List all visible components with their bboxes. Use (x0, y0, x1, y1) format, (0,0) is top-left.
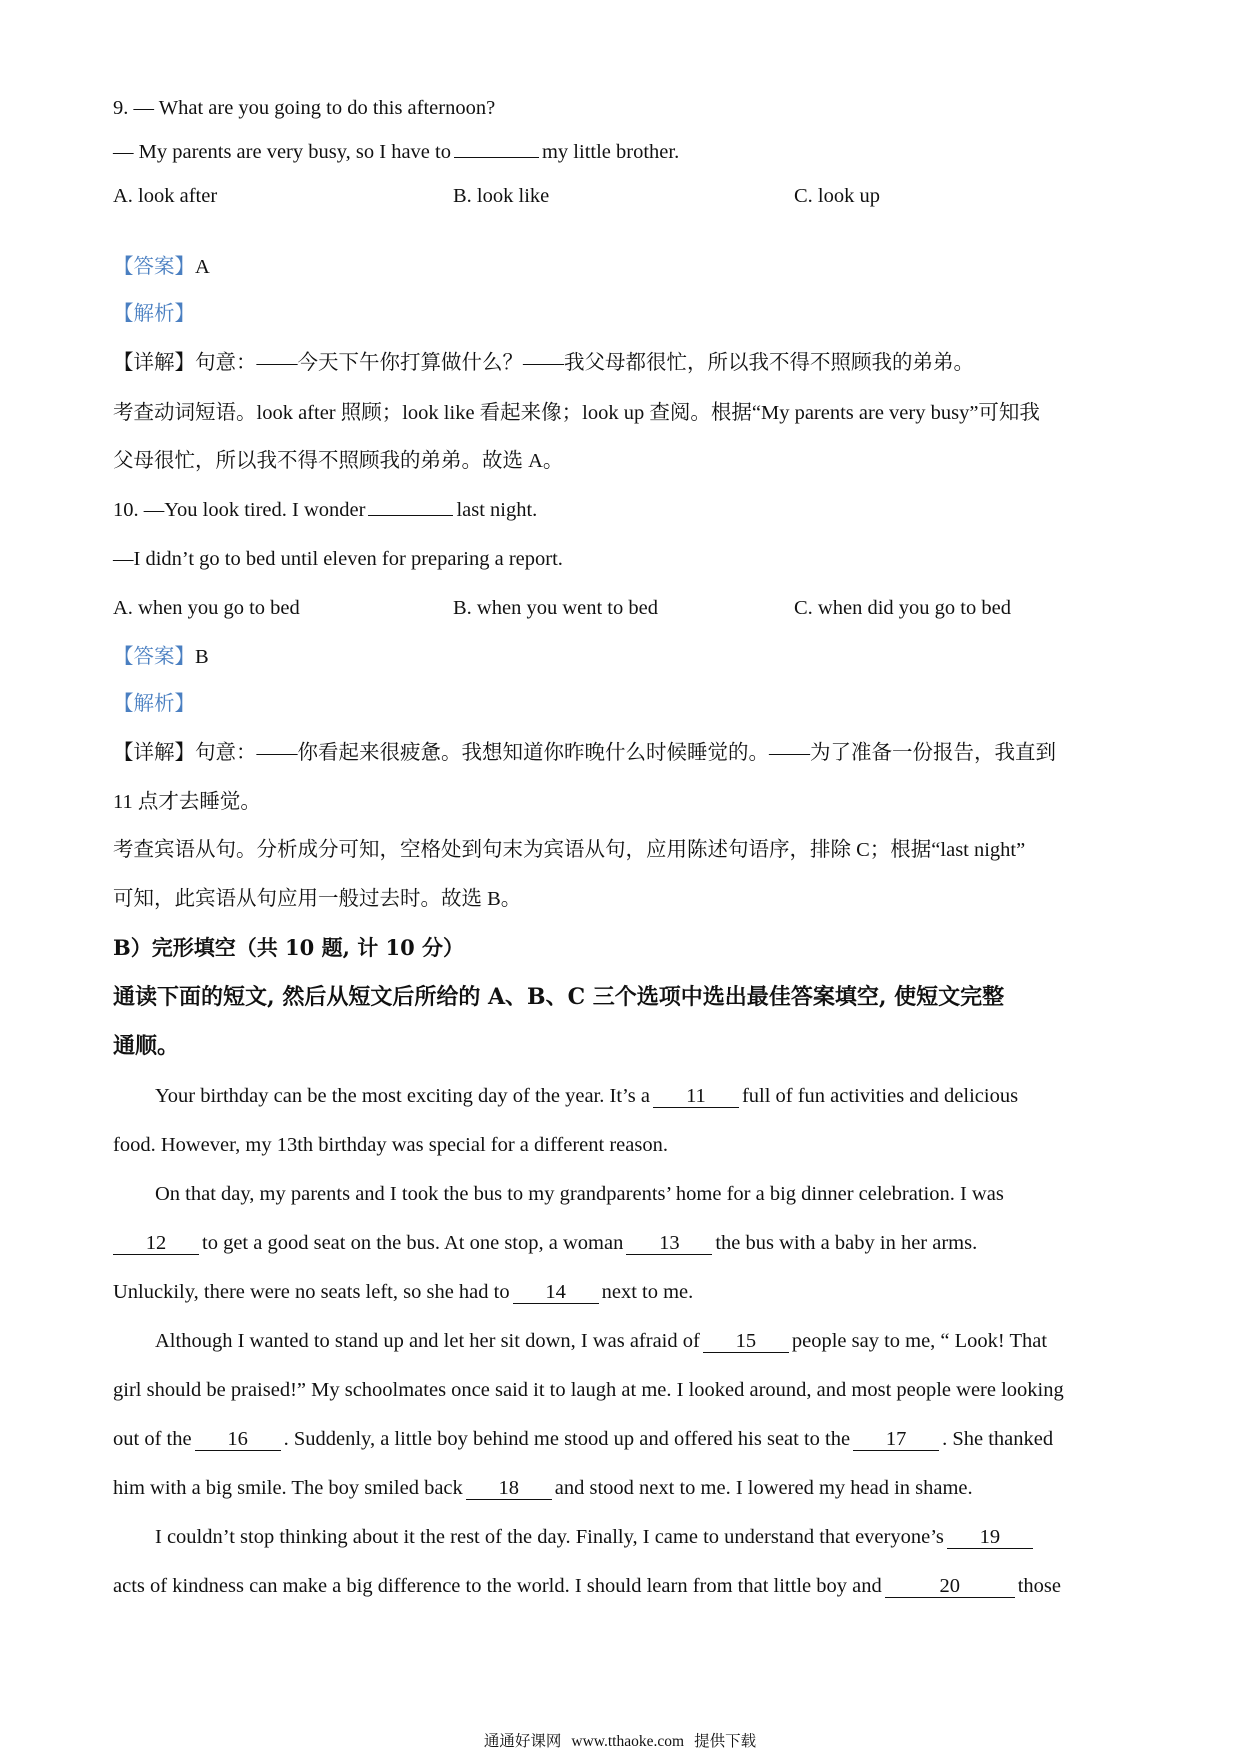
passage-line-3: On that day, my parents and I took the bus to my grandparents’ home for a big dinner celebration. I was (155, 1183, 1004, 1205)
q9-detail-2: 考查动词短语。look after 照顾；look like 看起来像；look up 查阅。根据“My parents are very busy”可知我 (113, 402, 1040, 424)
q10-question (113, 497, 1133, 523)
q10-question-before: 10. —You look tired. I wonder (113, 499, 366, 521)
q10-option-c: C. when did you go to bed (794, 597, 1011, 619)
blank-11: 11 (653, 1085, 739, 1108)
q10-reply: —I didn’t go to bed until eleven for preparing a report. (113, 548, 563, 570)
passage-text: . Suddenly, a little boy behind me stood up and offered his seat to the (283, 1428, 851, 1450)
q10-detail-1: 句意：——你看起来很疲惫。我想知道你昨晚什么时候睡觉的。——为了准备一份报告，我直到 (195, 742, 1056, 764)
blank-20: 20 (885, 1575, 1015, 1598)
q10-answer: B (195, 646, 209, 668)
passage-text: I couldn’t stop thinking about it the rest of the day. Finally, I came to understand that everyone’s (155, 1526, 944, 1548)
q10-detail-4: 可知，此宾语从句应用一般过去时。故选 B。 (113, 888, 522, 910)
q9-reply-after: my little brother. (541, 141, 680, 163)
blank-17: 17 (853, 1428, 939, 1451)
passage-text: acts of kindness can make a big difference to the world. I should learn from that little boy and (113, 1575, 882, 1597)
passage-line-9 (113, 1475, 1133, 1501)
passage-line-4 (113, 1230, 1133, 1256)
passage-text: Your birthday can be the most exciting day of the year. It’s a (155, 1085, 650, 1107)
section-instruction-1: 通读下面的短文, 然后从短文后所给的 A、B、C 三个选项中选出最佳答案填空, 使短文完整 (113, 984, 1005, 1010)
passage-text: Unluckily, there were no seats left, so she had to (113, 1281, 510, 1303)
q10-option-b: B. when you went to bed (453, 597, 658, 619)
passage-line-2: food. However, my 13th birthday was special for a different reason. (113, 1134, 668, 1156)
q10-answer-tag: 【答案】 (113, 646, 195, 668)
passage-text: Although I wanted to stand up and let her sit down, I was afraid of (155, 1330, 700, 1352)
q9-answer-tag: 【答案】 (113, 256, 195, 278)
passage-line-1 (155, 1083, 1175, 1109)
q10-question-after: last night. (456, 499, 538, 521)
passage-text: to get a good seat on the bus. At one stop, a woman (202, 1232, 624, 1254)
passage-line-8 (113, 1426, 1133, 1452)
passage-text: those (1017, 1575, 1061, 1597)
q9-answer-line (113, 254, 513, 280)
blank-15: 15 (703, 1330, 789, 1353)
q9-reply (113, 139, 1133, 165)
passage-line-5 (113, 1279, 1133, 1305)
q10-detail-tag: 【详解】 (113, 742, 195, 764)
q10-answer-line (113, 644, 513, 670)
q9-detail-line-1 (113, 350, 1133, 376)
page-footer (0, 1732, 1240, 1752)
passage-text: and stood next to me. I lowered my head in shame. (554, 1477, 973, 1499)
q9-analysis-tag: 【解析】 (113, 303, 195, 325)
footer-url[interactable]: www.tthaoke.com (571, 1733, 685, 1750)
q9-option-c: C. look up (794, 185, 880, 207)
q10-blank (368, 515, 453, 516)
passage-text: . She thanked (942, 1428, 1054, 1450)
q9-answer: A (195, 256, 210, 278)
blank-14: 14 (513, 1281, 599, 1304)
blank-16: 16 (195, 1428, 281, 1451)
passage-text: him with a big smile. The boy smiled back (113, 1477, 463, 1499)
passage-line-6 (155, 1328, 1175, 1354)
passage-line-10 (155, 1524, 1175, 1550)
passage-text: next to me. (601, 1281, 694, 1303)
blank-18: 18 (466, 1477, 552, 1500)
q9-option-b: B. look like (453, 185, 550, 207)
q10-detail-2: 11 点才去睡觉。 (113, 791, 261, 813)
footer-site-name: 通通好课网 (483, 1733, 562, 1750)
q10-detail-3: 考查宾语从句。分析成分可知，空格处到句末为宾语从句，应用陈述句语序，排除 C；根据“last night” (113, 839, 1026, 861)
passage-text: people say to me, “ Look! That (791, 1330, 1048, 1352)
blank-13: 13 (626, 1232, 712, 1255)
passage-line-11 (113, 1573, 1133, 1599)
passage-text: full of fun activities and delicious (741, 1085, 1019, 1107)
blank-12: 12 (113, 1232, 199, 1255)
q9-question: 9. — What are you going to do this afternoon? (113, 97, 496, 119)
footer-provided: 提供下载 (694, 1733, 757, 1750)
section-instruction-2: 通顺。 (113, 1033, 180, 1059)
blank-19: 19 (947, 1526, 1033, 1549)
section-title: B）完形填空（共 10 题, 计 10 分） (113, 935, 465, 960)
q10-option-a: A. when you go to bed (113, 597, 300, 619)
q9-blank (454, 157, 539, 158)
q10-detail-line-1 (113, 740, 1133, 766)
passage-line-7: girl should be praised!” My schoolmates once said it to laugh at me. I looked around, and most people were looking (113, 1379, 1064, 1401)
q9-detail-tag: 【详解】 (113, 352, 195, 374)
q9-detail-3: 父母很忙，所以我不得不照顾我的弟弟。故选 A。 (113, 450, 564, 472)
passage-text: out of the (113, 1428, 192, 1450)
q9-detail-1: 句意：——今天下午你打算做什么？——我父母都很忙，所以我不得不照顾我的弟弟。 (195, 352, 974, 374)
passage-text: the bus with a baby in her arms. (715, 1232, 978, 1254)
q9-option-a: A. look after (113, 185, 218, 207)
q9-reply-before: — My parents are very busy, so I have to (113, 141, 451, 163)
q10-analysis-tag: 【解析】 (113, 693, 195, 715)
